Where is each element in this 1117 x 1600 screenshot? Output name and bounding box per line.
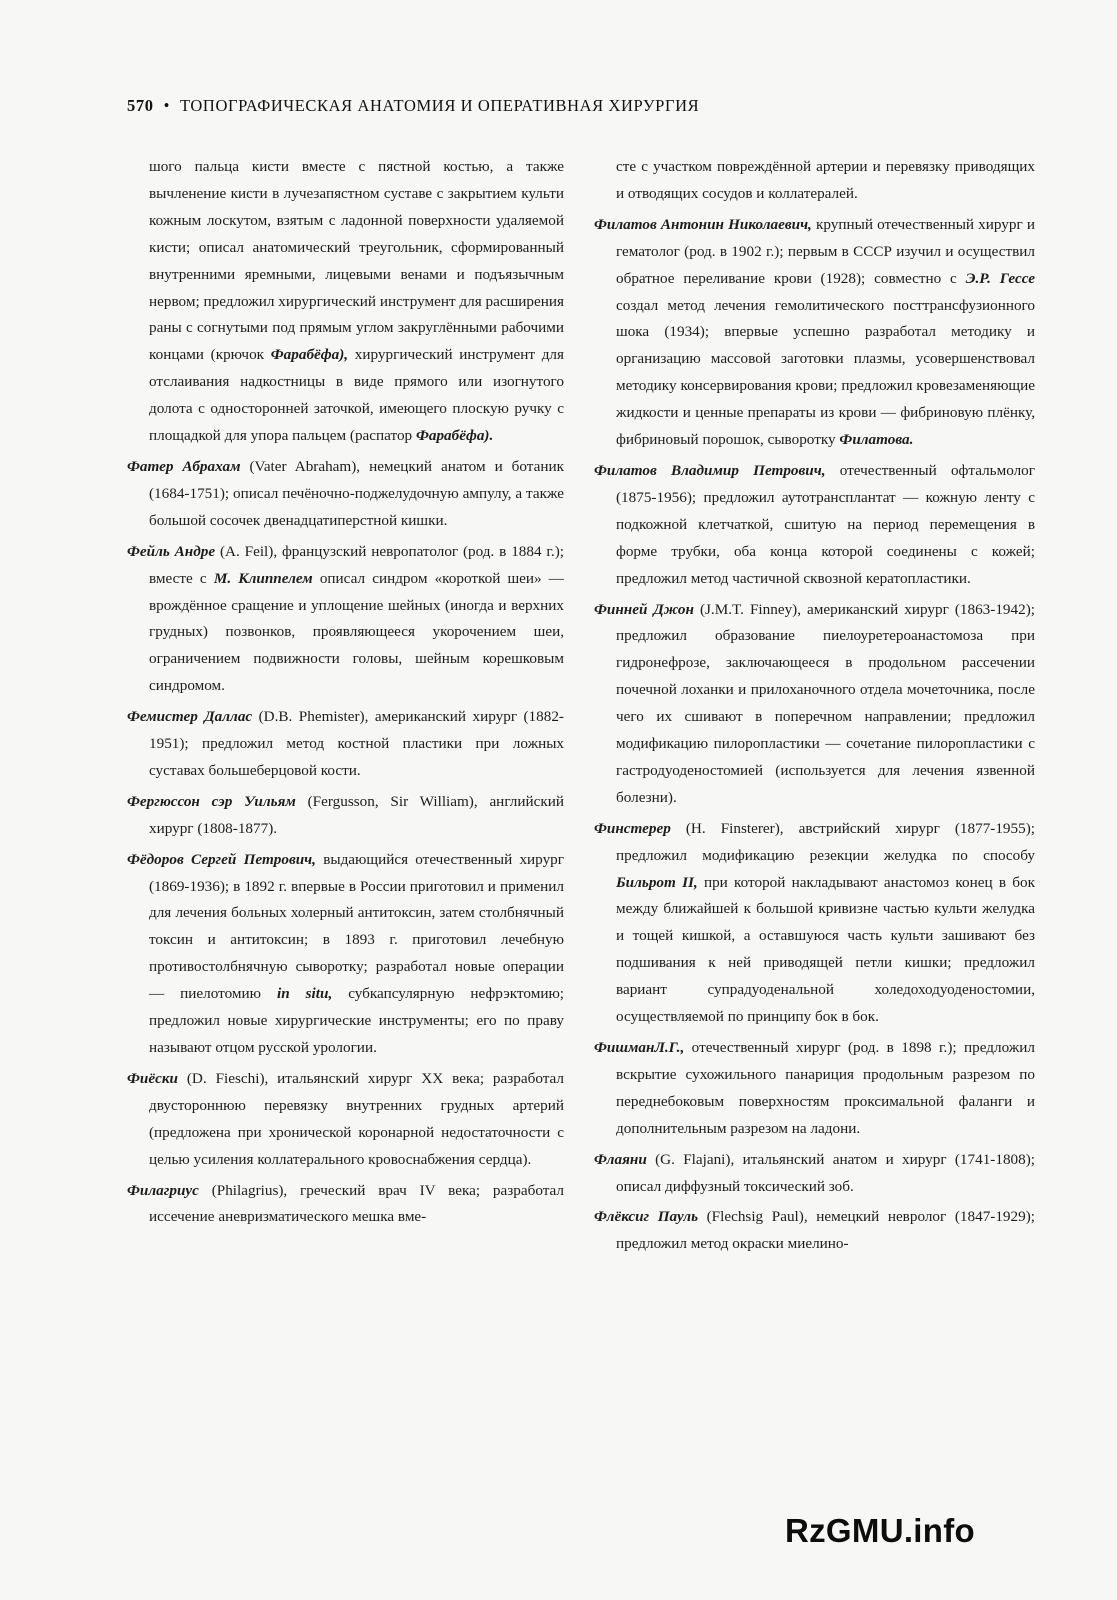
entry-term: Фатер Абрахам [127, 457, 241, 475]
entry-feil: Фейль Андре (A. Feil), французский невропатолог (род. в 1884 г.); вместе с М. Клиппелем описал синдром «короткой шеи» — врождённое сращение и уплощение шейных (иногда и верхних грудных) позвонков, проявляющееся укорочением шеи, ограничением подвижности головы, шейным корешковым синдромом. [127, 542, 565, 695]
entry-flajani: Флаяни (G. Flajani), итальянский анатом и хирург (1741-1808); описал диффузный токсический зоб. [594, 1150, 1035, 1195]
header-separator: • [163, 96, 170, 115]
book-title: ТОПОГРАФИЧЕСКАЯ АНАТОМИЯ И ОПЕРАТИВНАЯ ХИРУРГИЯ [179, 96, 700, 115]
entry-term: Флёксиг Пауль [594, 1208, 699, 1226]
entry-fieschi: Фиёски (D. Fieschi), итальянский хирург XX века; разработал двустороннюю перевязку внутренних грудных артерий (предложена при хронической коронарной недостаточности с целью усиления коллатерального кровоснабжения сердца). [127, 1069, 564, 1168]
entry-fishman: ФишманЛ.Г., отечественный хирург (род. в 1898 г.); предложил вскрытие сухожильного панариция продольным разрезом по переднебоковым поверхностям проксимальной фаланги и дополнительным разрезом на ладони. [594, 1039, 1035, 1137]
entry-fergusson: Фергюссон сэр Уильям (Fergusson, Sir William), английский хирург (1808-1877). [127, 792, 564, 837]
entry-continuation: сте с участком повреждённой артерии и перевязку приводящих и отводящих сосудов и коллатералей. [616, 158, 1035, 202]
entry-finney: Финней Джон (J.M.T. Finney), американский хирург (1863-1942); предложил образование пиелоуретероанастомоза при гидронефрозе, заключающееся в продольном рассечении почечной лоханки и прилоханочного отдела мочеточника, после чего их сшивают в поперечном направлении; предложил модификацию пилоропластики — сочетание пилоропластики с гастродуоденостомией (используется для лечения язвенной болезни). [594, 600, 1035, 806]
entry-vater: Фатер Абрахам (Vater Abraham), немецкий анатом и ботаник (1684-1751); описал печёночно-поджелудочную ампулу, а также большой сосочек двенадцатиперстной кишки. [127, 457, 564, 529]
entry-term: Филатов Владимир Петрович, [594, 461, 826, 479]
entry-finsterer: Финстерер (H. Finsterer), австрийский хирург (1877-1955); предложил модификацию резекции желудка по способу Бильрот II, при которой накладывают анастомоз конец в бок между ближайшей к большой кривизне частью культи желудка и тощей кишкой, а оставшуюся часть культи зашивают без подшивания к ней приводящей петли кишки; предложил вариант супрадуоденальной холедоходуоденостомии, осуществляемой по принципу бок в бок. [594, 819, 1035, 1026]
entry-term: Фёдоров Сергей Петрович, [127, 850, 316, 868]
entry-term: Финстерер [594, 819, 671, 837]
right-column [594, 154, 1035, 1262]
entry-term: Флаяни [594, 1150, 647, 1168]
entry-term: Фейль Андре [127, 542, 216, 560]
entry-term: Фиёски [127, 1069, 178, 1087]
entry-flechsig: Флёксиг Пауль (Flechsig Paul), немецкий невролог (1847-1929); предложил метод окраски миелино- [594, 1208, 1035, 1253]
entry-fedorov: Фёдоров Сергей Петрович, выдающийся отечественный хирург (1869-1936); в 1892 г. впервые в России приготовил и применил для лечения больных холерный антитоксин, затем столбнячный токсин и антитоксин; в 1893 г. приготовил лечебную противостолбнячную сыворотку; разработал новые операции — пиелотомию in situ, субкапсулярную нефрэктомию; предложил новые хирургические инструменты; его по праву называют отцом русской урологии. [127, 850, 565, 1056]
entry-continuation: шого пальца кисти вместе с пястной костью, а также вычленение кисти в лучезапястном суставе с закрытием культи кожным лоскутом, взятым с ладонной поверхности удаляемой кисти; описал анатомический треугольник, сформированный внутренними яремными, лицевыми венами и подъязычным нервом; предложил хирургический инструмент для расширения раны с согнутыми под прямым углом закруглёнными рабочими концами (крючок Фарабёфа), хирургический инструмент для отслаивания надкостницы в виде прямого или изогнутого долота с односторонней заточкой, имеющего плоскую ручку с площадкой для упора пальцем (распатор Фарабёфа). [149, 158, 564, 445]
entry-term: Фергюссон сэр Уильям [127, 792, 296, 810]
running-header [127, 96, 1047, 116]
page-number: 570 [127, 96, 154, 115]
entry-term: Филатов Антонин Николаевич, [594, 215, 812, 233]
entry-term: ФишманЛ.Г., [594, 1039, 685, 1056]
entry-term: Филагриус [127, 1181, 199, 1199]
site-watermark: RzGMU.info [785, 1512, 975, 1549]
entry-filatov-an: Филатов Антонин Николаевич, крупный отечественный хирург и гематолог (род. в 1902 г.); первым в СССР изучил и осуществил обратное переливание крови (1928); совместно с Э.Р. Гессе создал метод лечения гемолитического посттрансфузионного шока (1934); впервые успешно разработал методику и организацию массовой заготовки плазмы, усовершенствовал методику консервирования крови; предложил кровезаменяющие жидкости и ценные препараты из крови — фибриновую плёнку, фибриновый порошок, сыворотку Филатова. [594, 215, 1035, 449]
entry-term: Фемистер Даллас [127, 708, 253, 726]
left-column [127, 154, 564, 1235]
entry-filatov-vp: Филатов Владимир Петрович, отечественный офтальмолог (1875-1956); предложил аутотрансплантат — кожную ленту с подкожной клетчаткой, сшитую на период перемещения в форме трубки, оба конца которой соединены с кожей; предложил метод частичной сквозной кератопластики. [594, 461, 1035, 587]
entry-phemister: Фемистер Даллас (D.B. Phemister), американский хирург (1882-1951); предложил метод костной пластики при ложных суставах большеберцовой кости. [127, 708, 564, 779]
entry-term: Финней Джон [594, 600, 694, 618]
entry-philagrius: Филагриус (Philagrius), греческий врач IV века; разработал иссечение аневризматического мешка вме- [127, 1181, 564, 1226]
